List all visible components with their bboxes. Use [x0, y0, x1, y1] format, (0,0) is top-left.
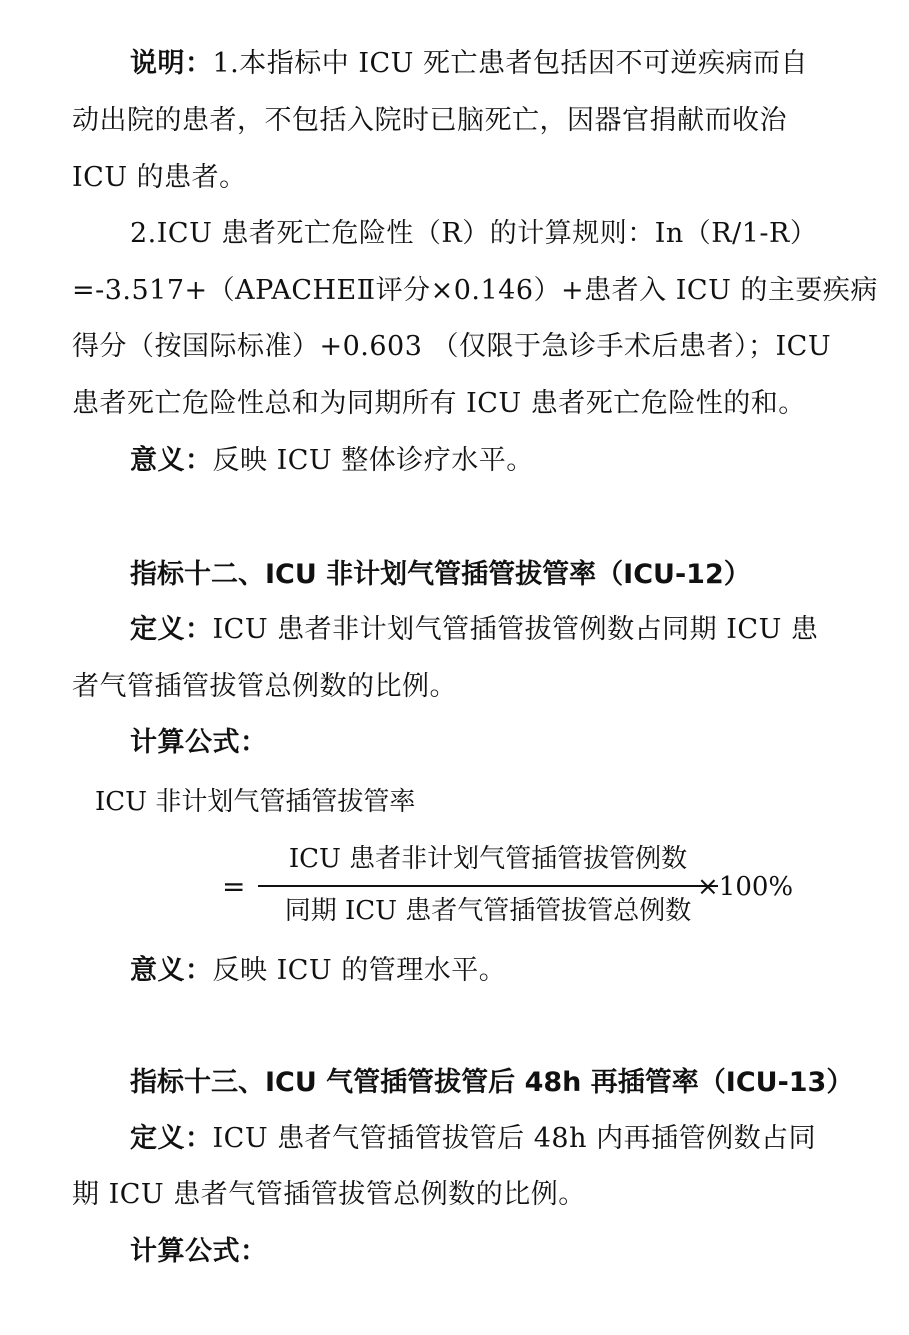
note-item2-line-4: 患者死亡危险性总和为同期所有 ICU 患者死亡危险性的和。 — [72, 388, 806, 419]
fraction-bar — [258, 885, 718, 887]
indicator-12-definition-line-2: 者气管插管拔管总例数的比例。 — [72, 671, 457, 702]
note-line-2: 动出院的患者，不包括入院时已脑死亡，因器官捐献而收治 — [72, 105, 787, 136]
meaning-1-text: 反映 ICU 整体诊疗水平。 — [212, 445, 534, 476]
formula-multiplier: ×100% — [697, 872, 794, 902]
indicator-13-definition-line-1 — [130, 1119, 816, 1159]
indicator-12-formula-label: 计算公式： — [130, 727, 268, 758]
meaning-1 — [130, 441, 534, 481]
formula-numerator: ICU 患者非计划气管插管拔管例数 — [288, 844, 688, 874]
note-item2-line-2: =-3.517+（APACHEⅡ评分×0.146）+患者入 ICU 的主要疾病 — [72, 275, 878, 306]
indicator-13-formula-label: 计算公式： — [130, 1236, 268, 1267]
indicator-12-definition-label: 定义： — [130, 614, 213, 645]
indicator-13-heading: 指标十三、ICU 气管插管拔管后 48h 再插管率（ICU-13） — [130, 1067, 854, 1098]
note-text-1: 1.本指标中 ICU 死亡患者包括因不可逆疾病而自 — [212, 48, 809, 79]
meaning-1-label: 意义： — [130, 445, 213, 476]
indicator-12-meaning-text: 反映 ICU 的管理水平。 — [212, 955, 507, 986]
indicator-13-definition-text-1: ICU 患者气管插管拔管后 48h 内再插管例数占同 — [212, 1123, 817, 1154]
indicator-12-meaning-label: 意义： — [130, 955, 213, 986]
indicator-12-definition-text-1: ICU 患者非计划气管插管拔管例数占同期 ICU 患 — [212, 614, 819, 645]
note-line-3: ICU 的患者。 — [72, 162, 247, 193]
indicator-12-definition-line-1 — [130, 610, 818, 650]
indicator-12-formula — [222, 838, 822, 938]
indicator-13-definition-label: 定义： — [130, 1123, 213, 1154]
formula-equals: = — [222, 870, 246, 903]
formula-denominator: 同期 ICU 患者气管插管拔管总例数 — [284, 896, 692, 926]
note-label: 说明： — [130, 48, 213, 79]
note-item2-line-3: 得分（按国际标准）+0.603 （仅限于急诊手术后患者）；ICU — [72, 331, 832, 362]
indicator-12-meaning — [130, 951, 506, 991]
indicator-12-heading: 指标十二、ICU 非计划气管插管拔管率（ICU-12） — [130, 559, 751, 590]
indicator-13-definition-line-2: 期 ICU 患者气管插管拔管总例数的比例。 — [72, 1179, 586, 1210]
indicator-12-formula-lhs: ICU 非计划气管插管拔管率 — [95, 787, 416, 817]
note-item2-line-1: 2.ICU 患者死亡危险性（R）的计算规则：In（R/1-R） — [130, 218, 818, 249]
note-line-1 — [130, 44, 808, 84]
